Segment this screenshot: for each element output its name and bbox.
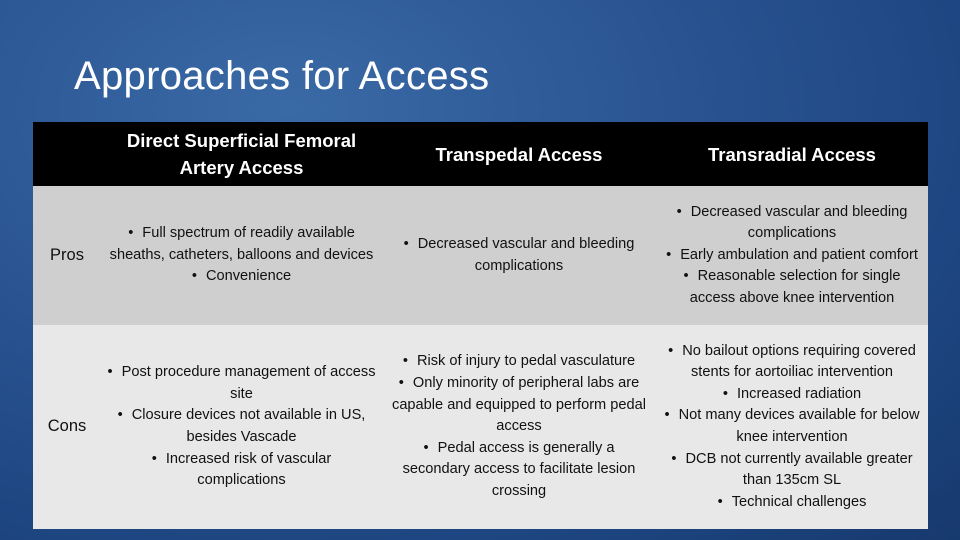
cell-cons-transradial <box>656 325 928 529</box>
bullet-list <box>662 202 922 310</box>
bullet-item: • Post procedure management of access site <box>107 362 376 405</box>
table-header-row <box>33 122 928 186</box>
bullet-item: • Only minority of peripheral labs are capable and equipped to perform pedal access <box>388 373 650 438</box>
cell-pros-sfa <box>101 186 382 325</box>
bullet-list <box>388 351 650 502</box>
table-row-pros <box>33 186 928 325</box>
bullet-list <box>107 362 376 492</box>
bullet-item: • Convenience <box>107 266 376 288</box>
cell-pros-transpedal <box>382 186 656 325</box>
row-label-cons: Cons <box>33 325 101 529</box>
table-row-cons <box>33 325 928 529</box>
bullet-item: • Increased radiation <box>662 384 922 406</box>
cell-pros-transradial <box>656 186 928 325</box>
header-sfa-access: Direct Superficial Femoral Artery Access <box>101 122 382 186</box>
bullet-item: • Not many devices available for below knee intervention <box>662 405 922 448</box>
bullet-list <box>388 234 650 277</box>
bullet-list <box>107 223 376 288</box>
row-label-pros: Pros <box>33 186 101 325</box>
bullet-item: • Full spectrum of readily available sheaths, catheters, balloons and devices <box>107 223 376 266</box>
cell-cons-sfa <box>101 325 382 529</box>
bullet-item: • Risk of injury to pedal vasculature <box>388 351 650 373</box>
bullet-item: • Pedal access is generally a secondary access to facilitate lesion crossing <box>388 438 650 503</box>
slide-title: Approaches for Access <box>74 54 490 98</box>
bullet-list <box>662 341 922 514</box>
bullet-item: • DCB not currently available greater than 135cm SL <box>662 449 922 492</box>
bullet-item: • Increased risk of vascular complications <box>107 449 376 492</box>
bullet-item: • Decreased vascular and bleeding complications <box>388 234 650 277</box>
bullet-item: • Closure devices not available in US, besides Vascade <box>107 405 376 448</box>
bullet-item: • Reasonable selection for single access above knee intervention <box>662 266 922 309</box>
cell-cons-transpedal <box>382 325 656 529</box>
bullet-item: • Decreased vascular and bleeding complications <box>662 202 922 245</box>
header-empty-corner <box>33 122 101 186</box>
header-transradial-access: Transradial Access <box>656 122 928 186</box>
access-comparison-table <box>33 122 928 529</box>
bullet-item: • No bailout options requiring covered stents for aortoiliac intervention <box>662 341 922 384</box>
header-transpedal-access: Transpedal Access <box>382 122 656 186</box>
bullet-item: • Early ambulation and patient comfort <box>662 245 922 267</box>
bullet-item: • Technical challenges <box>662 492 922 514</box>
